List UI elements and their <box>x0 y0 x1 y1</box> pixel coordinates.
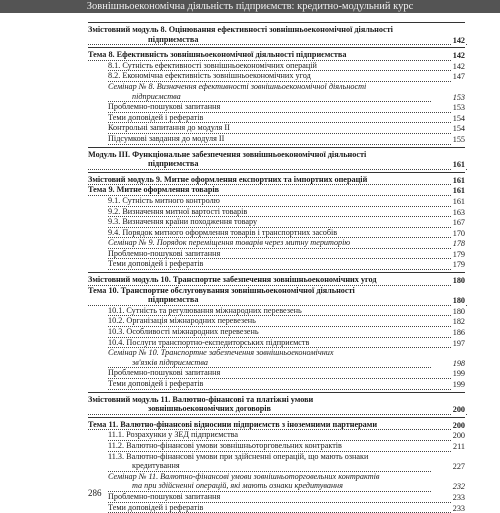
toc-entry[interactable] <box>88 368 465 379</box>
toc-entry[interactable] <box>88 217 465 228</box>
toc-entry[interactable] <box>88 123 465 134</box>
toc-entry-page: 179 <box>452 260 465 270</box>
toc-entry[interactable] <box>88 175 465 186</box>
toc-entry[interactable] <box>88 316 465 327</box>
toc-entry-page: 199 <box>452 380 465 389</box>
section-divider <box>88 47 465 48</box>
toc-entry-title: Теми доповідей і рефератів <box>108 503 465 513</box>
toc-entry-title: 10.2. Організація міжнародних перевезень <box>108 316 465 327</box>
toc-entry[interactable] <box>88 238 465 249</box>
toc-entry-page: 182 <box>452 317 465 327</box>
toc-entry-title: Тема 10. Транспортне обслуговування зовнішньоекономічної діяльності підприємства <box>88 286 465 306</box>
toc-entry-page: 163 <box>452 207 465 217</box>
toc-entry-title: 9.3. Визначення країни походження товару <box>108 217 465 228</box>
table-of-contents <box>88 20 465 513</box>
toc-entry[interactable] <box>88 113 465 124</box>
section-divider <box>88 22 465 23</box>
toc-entry-page: 142 <box>452 61 465 71</box>
toc-entry[interactable] <box>88 348 465 368</box>
toc-entry[interactable] <box>88 102 465 113</box>
toc-entry-page: 180 <box>452 306 465 316</box>
section-divider <box>88 147 465 148</box>
toc-entry-page: 179 <box>452 249 465 259</box>
toc-entry[interactable] <box>88 306 465 317</box>
toc-entry[interactable] <box>88 259 465 270</box>
toc-entry-title: Семінар № 10. Транспортне забезпечення зовнішньоекономічних зв'язків підприємства <box>108 348 465 368</box>
toc-entry-page: 155 <box>452 134 465 144</box>
toc-entry[interactable] <box>88 327 465 338</box>
toc-entry-title: Проблемно-пошукові запитання <box>108 102 465 113</box>
toc-entry[interactable] <box>88 472 465 492</box>
toc-entry-page: 180 <box>452 276 465 286</box>
toc-entry[interactable] <box>88 395 465 415</box>
toc-entry-page: 161 <box>452 175 465 185</box>
toc-entry[interactable] <box>88 50 465 61</box>
toc-entry-title: 11.1. Розрахунки у ЗЕД підприємства <box>108 430 465 441</box>
toc-entry[interactable] <box>88 492 465 503</box>
toc-entry-title: 9.1. Сутність митного контролю <box>108 196 465 207</box>
toc-entry-page: 161 <box>452 186 465 196</box>
toc-entry-page: 154 <box>452 124 465 134</box>
toc-entry-title: Тема 9. Митне оформлення товарів <box>88 185 465 196</box>
toc-entry-page: 178 <box>452 239 465 249</box>
toc-entry-page: 211 <box>453 441 465 451</box>
toc-entry[interactable] <box>88 82 465 102</box>
toc-entry-title: 8.1. Сутність ефективності зовнішньоекономічних операцій <box>108 61 465 72</box>
running-header: Зовнішньоекономічна діяльність підприємств: кредитно-модульний курс <box>0 0 500 13</box>
toc-entry-page: 170 <box>452 228 465 238</box>
toc-entry[interactable] <box>88 71 465 82</box>
toc-entry[interactable] <box>88 134 465 145</box>
toc-entry-page: 167 <box>452 218 465 228</box>
toc-entry-title: Змістовний модуль 10. Транспортне забезпечення зовнішньоекономічних угод <box>88 275 465 286</box>
section-divider <box>88 392 465 393</box>
toc-entry-title: 11.3. Валютно-фінансові умови при здійсненні операцій, що мають ознаки кредитування <box>108 452 465 472</box>
toc-entry-page: 233 <box>452 492 465 502</box>
toc-entry[interactable] <box>88 420 465 431</box>
toc-entry-title: Змістовий модуль 9. Митне оформлення експортних та імпортних операцій <box>88 175 465 186</box>
toc-entry-title: Підсумкові завдання до модуля II <box>108 134 465 145</box>
toc-entry-title: Тема 8. Ефективність зовнішньоекономічної діяльності підприємства <box>88 50 465 61</box>
toc-entry-page: 186 <box>452 328 465 338</box>
toc-entry-title: 10.1. Сутність та регулювання міжнародних перевезень <box>108 306 465 317</box>
toc-entry[interactable] <box>88 61 465 72</box>
toc-entry-title: 9.4. Порядок митного оформлення товарів і транспортних засобів <box>108 228 465 239</box>
toc-entry-title: 10.4. Послуги транспортно-експедиторських підприємств <box>108 338 465 349</box>
toc-entry-title: Модуль III. Функціональне забезпечення зовнішньоекономічної діяльності підприємства <box>88 150 465 170</box>
section-divider <box>88 172 465 173</box>
toc-entry[interactable] <box>88 441 465 452</box>
toc-entry-title: 10.3. Особливості міжнародних перевезень <box>108 327 465 338</box>
toc-entry-title: Семінар № 9. Порядок переміщення товарів через митну територію <box>108 238 465 249</box>
toc-entry-page: 227 <box>452 462 465 472</box>
toc-entry[interactable] <box>88 503 465 513</box>
toc-entry[interactable] <box>88 275 465 286</box>
toc-entry-page: 180 <box>452 296 465 306</box>
toc-entry-page: 197 <box>452 338 465 348</box>
toc-entry-title: Змістовний модуль 8. Оцінювання ефективності зовнішньоекономічної діяльності підприємства <box>88 25 465 45</box>
toc-entry-title: Контрольні запитання до модуля II <box>108 123 465 134</box>
toc-entry-page: 232 <box>452 482 465 492</box>
toc-entry-page: 200 <box>452 420 465 430</box>
toc-entry-title: Проблемно-пошукові запитання <box>108 368 465 379</box>
toc-entry-title: Теми доповідей і рефератів <box>108 113 465 124</box>
toc-entry-page: 142 <box>452 51 465 61</box>
toc-entry-title: Семінар № 8. Визначення ефективності зовнішньоекономічної діяльності підприємства <box>108 82 465 102</box>
toc-entry-title: 9.2. Визначення митної вартості товарів <box>108 207 465 218</box>
toc-entry[interactable] <box>88 25 465 45</box>
toc-entry-title: Семінар № 11. Валютно-фінансові умови зовнішньоторговельних контрактів та при здійсненні операцій, які мають ознаки кредитування <box>108 472 465 492</box>
toc-entry-page: 199 <box>452 369 465 379</box>
toc-entry-title: Теми доповідей і рефератів <box>108 379 465 390</box>
toc-entry-page: 153 <box>452 103 465 113</box>
toc-entry-page: 200 <box>452 405 465 415</box>
toc-entry-page: 154 <box>452 113 465 123</box>
toc-entry[interactable] <box>88 185 465 196</box>
toc-entry[interactable] <box>88 150 465 170</box>
toc-entry[interactable] <box>88 196 465 207</box>
toc-entry-title: 8.2. Економічна ефективність зовнішньоекономічних угод <box>108 71 465 82</box>
toc-entry-title: Теми доповідей і рефератів <box>108 259 465 270</box>
toc-entry-page: 161 <box>452 160 465 170</box>
toc-entry-title: Змістовний модуль 11. Валютно-фінансові та платіжні умови зовнішньоекономічних договорів <box>88 395 465 415</box>
toc-entry[interactable] <box>88 430 465 441</box>
toc-entry[interactable] <box>88 286 465 306</box>
toc-entry[interactable] <box>88 379 465 390</box>
page-number: 286 <box>88 488 102 498</box>
toc-entry-title: 11.2. Валютно-фінансові умови зовнішньоторговельних контрактів <box>108 441 465 452</box>
toc-entry-title: Тема 11. Валютно-фінансові відносини підприємств з іноземними партнерами <box>88 420 465 431</box>
toc-entry-title: Проблемно-пошукові запитання <box>108 492 465 503</box>
toc-entry-page: 153 <box>452 92 465 102</box>
section-divider <box>88 272 465 273</box>
toc-entry[interactable] <box>88 452 465 472</box>
toc-entry-page: 147 <box>452 72 465 82</box>
toc-entry[interactable] <box>88 338 465 349</box>
toc-entry-page: 161 <box>452 196 465 206</box>
toc-entry-page: 200 <box>452 431 465 441</box>
toc-entry-title: Проблемно-пошукові запитання <box>108 249 465 260</box>
toc-entry-page: 198 <box>452 358 465 368</box>
toc-entry-page: 142 <box>452 35 465 45</box>
toc-entry-page: 233 <box>452 503 465 513</box>
toc-entry[interactable] <box>88 207 465 218</box>
toc-entry[interactable] <box>88 249 465 260</box>
toc-entry[interactable] <box>88 228 465 239</box>
section-divider <box>88 417 465 418</box>
